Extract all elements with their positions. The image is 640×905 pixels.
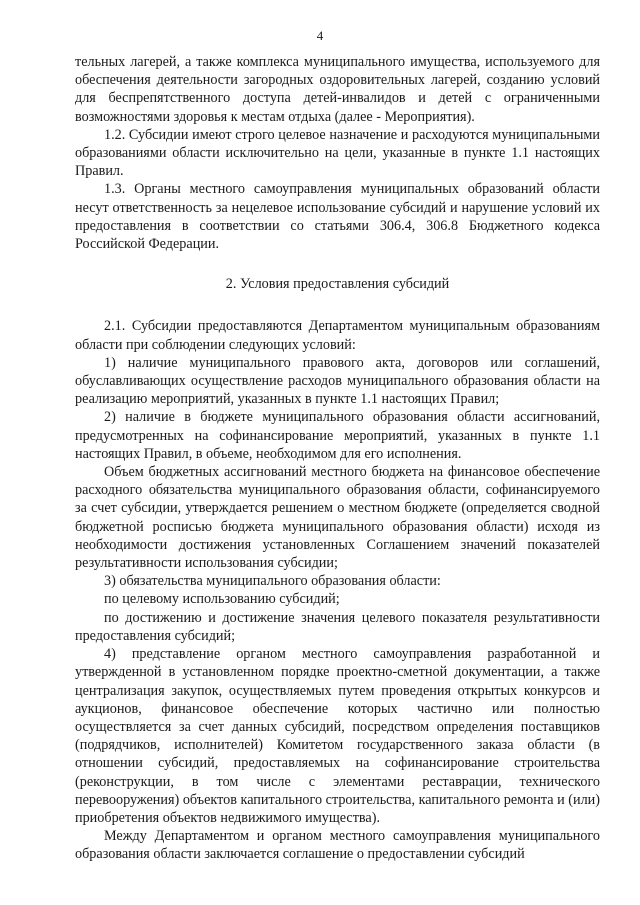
paragraph-1-3: 1.3. Органы местного самоуправления муниципальных образований области несут ответственность за нецелевое использование субсидий и нарушение условий их предоставления в соответствии со статьями 306.4, 306.8 Бюджетного кодекса Российской Федерации. (75, 181, 600, 253)
paragraph-agreement: Между Департаментом и органом местного самоуправления муниципального образования области заключается соглашение о предоставлении субсидий (75, 828, 600, 863)
document-body (75, 53, 600, 864)
condition-1: 1) наличие муниципального правового акта, договоров или соглашений, обуславливающих осуществление расходов муниципального образования области на реализацию мероприятий, указанных в пункте 1.1 настоящих Правил; (75, 354, 600, 408)
page-number: 4 (316, 28, 324, 43)
condition-3-item-1: по целевому использованию субсидий; (104, 591, 340, 608)
condition-3-item-2: по достижению и достижение значения целевого показателя результативности предоставления субсидий; (75, 609, 600, 644)
condition-3: 3) обязательства муниципального образования области: (104, 573, 441, 590)
paragraph-budget-volume: Объем бюджетных ассигнований местного бюджета на финансовое обеспечение расходного обязательства муниципального образования области, софинансируемого за счет субсидии, утверждается решением о местном бюджете (определяется сводной бюджетной росписью бюджета муниципального образования области) исходя из необходимости достижения установленных Соглашением значений показателей результативности использования субсидии; (75, 464, 600, 572)
section-heading: 2. Условия предоставления субсидий (225, 276, 450, 293)
paragraph-2-1: 2.1. Субсидии предоставляются Департаментом муниципальным образованиям области при соблюдении следующих условий: (75, 318, 600, 353)
paragraph-1-2: 1.2. Субсидии имеют строго целевое назначение и расходуются муниципальными образованиями области исключительно на цели, указанные в пункте 1.1 настоящих Правил. (75, 126, 600, 180)
paragraph-continuation: тельных лагерей, а также комплекса муниципального имущества, используемого для обеспечения деятельности загородных оздоровительных лагерей, созданию условий для беспрепятственного доступа детей-инвалидов и детей с ограниченными возможностями здоровья к местам отдыха (далее - Мероприятия). (75, 54, 600, 125)
condition-4: 4) представление органом местного самоуправления разработанной и утвержденной в установленном порядке проектно-сметной документации, а также централизация закупок, осуществляемых путем проведения открытых конкурсов и аукционов, финансовое обеспечение которых частично или полностью осуществляется за счет данных субсидий, посредством определения поставщиков (подрядчиков, исполнителей) Комитетом государственного заказа области (в отношении субсидий, предоставляемых на софинансирование строительства (реконструкции, в том числе с элементами реставрации, технического перевооружения) объектов капитального строительства, капитального ремонта и (или) приобретения объектов недвижимого имущества). (75, 646, 600, 826)
condition-2: 2) наличие в бюджете муниципального образования области ассигнований, предусмотренных на софинансирование мероприятий, указанных в пункте 1.1 настоящих Правил, в объеме, необходимом для его исполнения. (75, 409, 600, 462)
